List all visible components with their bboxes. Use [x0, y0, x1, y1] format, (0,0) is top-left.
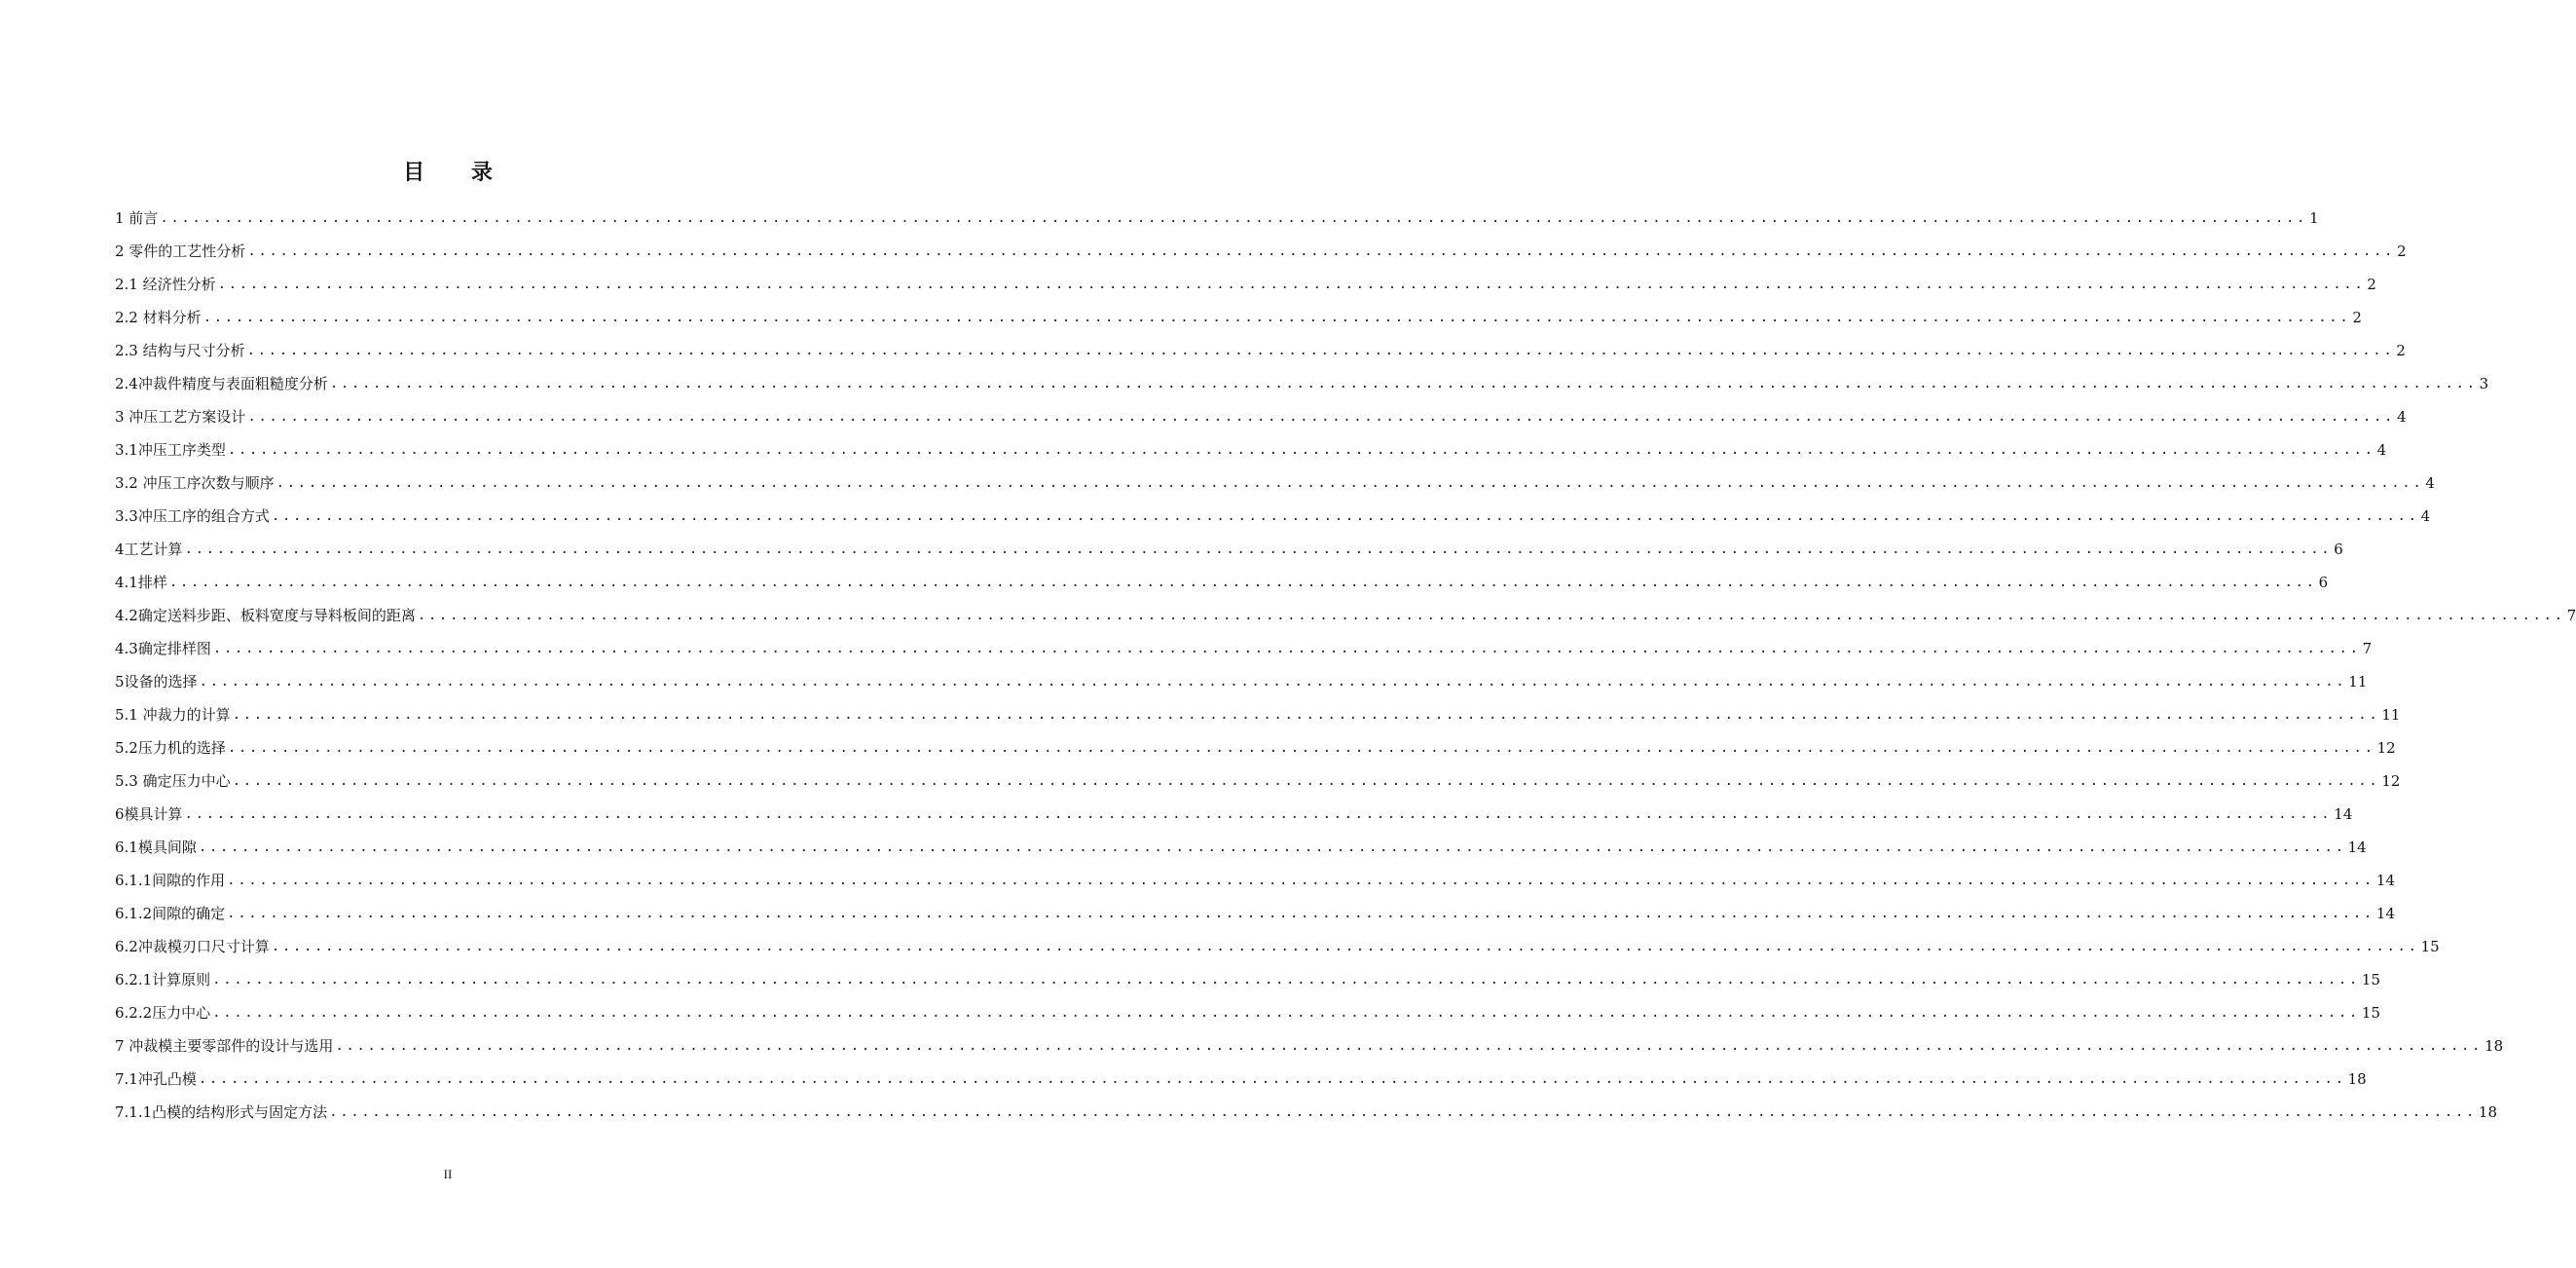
toc-entry-title: 3 冲压工艺方案设计 [115, 408, 246, 426]
dot-leader: ........................................................................................................................................................................................................ [329, 376, 2478, 392]
toc-entry[interactable] [115, 466, 2435, 500]
toc-entry[interactable] [115, 930, 2440, 963]
dot-leader: ........................................................................................................................................................................................................ [160, 210, 2308, 226]
dot-leader: ........................................................................................................................................................................................................ [168, 575, 2317, 590]
dot-leader: ........................................................................................................................................................................................................ [227, 873, 2374, 888]
toc-entry[interactable] [115, 765, 2401, 798]
dot-leader: ........................................................................................................................................................................................................ [212, 1005, 2360, 1021]
toc-entry[interactable] [115, 400, 2407, 433]
toc-title: 目 录 [403, 161, 512, 185]
toc-entry-page: 7 [2362, 640, 2373, 657]
toc-entry-title: 3.3冲压工序的组合方式 [115, 507, 270, 525]
toc-entry-title: 1 前言 [115, 209, 159, 227]
toc-entry-page: 6 [2318, 574, 2329, 591]
toc-entry-title: 4工艺计算 [115, 541, 183, 558]
toc-entry-title: 3.1冲压工序类型 [115, 441, 226, 459]
toc-entry[interactable] [115, 533, 2343, 566]
toc-entry[interactable] [115, 367, 2489, 400]
dot-leader: ........................................................................................................................................................................................................ [212, 641, 2361, 656]
dot-leader: ........................................................................................................................................................................................................ [199, 674, 2347, 690]
dot-leader: ........................................................................................................................................................................................................ [217, 277, 2366, 292]
dot-leader: ........................................................................................................................................................................................................ [184, 541, 2333, 557]
toc-entry[interactable] [115, 996, 2381, 1029]
toc-entry-page: 2 [2352, 309, 2362, 326]
toc-entry-title: 6.1模具间隙 [115, 839, 197, 856]
dot-leader: ........................................................................................................................................................................................................ [227, 740, 2375, 756]
toc-entry-page: 2 [2367, 276, 2376, 293]
toc-entry-title: 6.2.2压力中心 [115, 1004, 211, 1022]
toc-entry-page: 11 [2348, 673, 2368, 690]
dot-leader: ........................................................................................................................................................................................................ [271, 939, 2419, 954]
dot-leader: ........................................................................................................................................................................................................ [198, 839, 2346, 855]
dot-leader: ........................................................................................................................................................................................................ [271, 508, 2419, 524]
toc-entry-title: 6.2.1计算原则 [115, 971, 211, 988]
toc-entry-page: 14 [2334, 805, 2353, 823]
toc-entry[interactable] [115, 1096, 2498, 1129]
toc-entry[interactable] [115, 698, 2401, 731]
toc-entry[interactable] [115, 433, 2387, 466]
toc-entry-page: 14 [2375, 872, 2396, 889]
toc-entry[interactable] [115, 268, 2376, 301]
toc-entry-page: 2 [2397, 242, 2407, 260]
toc-entry[interactable] [115, 500, 2431, 533]
dot-leader: ........................................................................................................................................................................................................ [417, 608, 2565, 623]
toc-entry[interactable] [115, 301, 2362, 334]
dot-leader: ........................................................................................................................................................................................................ [212, 972, 2360, 988]
toc-entry[interactable] [115, 897, 2396, 930]
toc-entry-title: 5设备的选择 [115, 673, 198, 690]
toc-entry[interactable] [115, 963, 2381, 996]
toc-entry-title: 6.1.2间隙的确定 [115, 905, 226, 922]
toc-entry-title: 4.3确定排样图 [115, 640, 211, 657]
toc-entry-page: 7 [2566, 607, 2576, 624]
dot-leader: ........................................................................................................................................................................................................ [276, 475, 2424, 491]
toc-entry-title: 6.1.1间隙的作用 [115, 872, 226, 889]
toc-entry[interactable] [115, 831, 2367, 864]
toc-entry[interactable] [115, 566, 2329, 599]
dot-leader: ........................................................................................................................................................................................................ [329, 1104, 2477, 1120]
toc-list [115, 202, 2576, 1129]
toc-entry-title: 2.4冲裁件精度与表面粗糙度分析 [115, 375, 328, 392]
toc-entry-page: 6 [2334, 541, 2343, 558]
toc-entry[interactable] [115, 235, 2407, 268]
toc-entry[interactable] [115, 665, 2368, 698]
toc-entry[interactable] [115, 1063, 2367, 1096]
dot-leader: ........................................................................................................................................................................................................ [232, 707, 2380, 723]
toc-entry-title: 2.3 结构与尺寸分析 [115, 342, 245, 359]
toc-entry-page: 12 [2381, 772, 2401, 790]
toc-entry-page: 15 [2361, 971, 2381, 988]
dot-leader: ........................................................................................................................................................................................................ [232, 773, 2380, 789]
toc-entry-page: 15 [2361, 1004, 2381, 1022]
dot-leader: ........................................................................................................................................................................................................ [335, 1038, 2484, 1054]
toc-entry[interactable] [115, 202, 2319, 235]
toc-entry-page: 18 [2484, 1037, 2504, 1055]
toc-entry-title: 5.3 确定压力中心 [115, 772, 231, 790]
dot-leader: ........................................................................................................................................................................................................ [227, 442, 2375, 458]
toc-entry-page: 11 [2381, 706, 2401, 724]
toc-entry-title: 5.2压力机的选择 [115, 739, 226, 757]
toc-entry-title: 7.1.1凸模的结构形式与固定方法 [115, 1103, 328, 1121]
toc-entry[interactable] [115, 334, 2406, 367]
dot-leader: ........................................................................................................................................................................................................ [227, 906, 2374, 921]
toc-entry-title: 2 零件的工艺性分析 [115, 242, 246, 260]
toc-entry-title: 2.2 材料分析 [115, 309, 202, 326]
dot-leader: ........................................................................................................................................................................................................ [184, 806, 2333, 822]
dot-leader: ........................................................................................................................................................................................................ [198, 1071, 2346, 1087]
toc-entry[interactable] [115, 798, 2353, 831]
dot-leader: ........................................................................................................................................................................................................ [247, 243, 2396, 259]
toc-entry[interactable] [115, 632, 2373, 665]
page-number: II [443, 1167, 453, 1181]
toc-entry-page: 4 [2376, 441, 2387, 459]
toc-entry-page: 3 [2479, 375, 2489, 392]
toc-entry-page: 18 [2478, 1103, 2498, 1121]
toc-entry[interactable] [115, 1029, 2504, 1063]
dot-leader: ........................................................................................................................................................................................................ [246, 343, 2395, 358]
toc-entry[interactable] [115, 731, 2396, 765]
toc-entry-page: 4 [2420, 507, 2431, 525]
toc-entry-page: 1 [2309, 209, 2319, 227]
toc-entry[interactable] [115, 599, 2576, 632]
toc-entry[interactable] [115, 864, 2396, 897]
toc-entry-title: 3.2 冲压工序次数与顺序 [115, 474, 275, 492]
toc-entry-title: 5.1 冲裁力的计算 [115, 706, 231, 724]
toc-entry-page: 18 [2347, 1070, 2367, 1088]
toc-entry-title: 7 冲裁模主要零部件的设计与选用 [115, 1037, 334, 1055]
toc-entry-title: 4.1排样 [115, 574, 167, 591]
toc-entry-title: 6.2冲裁模刃口尺寸计算 [115, 938, 270, 955]
toc-entry-page: 12 [2376, 739, 2396, 757]
toc-entry-page: 4 [2425, 474, 2435, 492]
toc-entry-page: 14 [2375, 905, 2396, 922]
toc-entry-title: 4.2确定送料步距、板料宽度与导料板间的距离 [115, 607, 416, 624]
toc-entry-page: 4 [2397, 408, 2407, 426]
dot-leader: ........................................................................................................................................................................................................ [202, 310, 2351, 325]
toc-entry-title: 7.1冲孔凸模 [115, 1070, 197, 1088]
toc-entry-title: 6模具计算 [115, 805, 183, 823]
toc-entry-page: 14 [2347, 839, 2367, 856]
toc-entry-title: 2.1 经济性分析 [115, 276, 216, 293]
toc-entry-page: 15 [2420, 938, 2440, 955]
dot-leader: ........................................................................................................................................................................................................ [247, 409, 2396, 425]
toc-entry-page: 2 [2396, 342, 2406, 359]
